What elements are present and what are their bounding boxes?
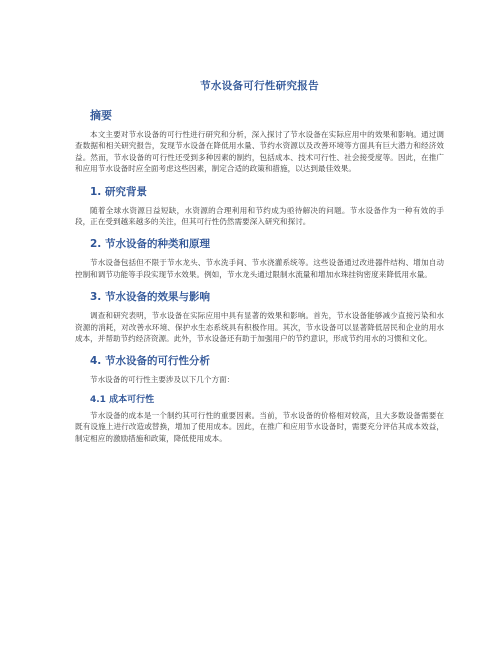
section-heading-effects: 3. 节水设备的效果与影响 [90,291,210,304]
section-heading-types: 2. 节水设备的种类和原理 [90,238,210,251]
abstract-heading: 摘要 [90,109,112,122]
section-heading-feasibility: 4. 节水设备的可行性分析 [90,355,210,368]
document-title: 节水设备可行性研究报告 [200,80,319,92]
section-text-background: 随着全球水资源日益短缺，水资源的合理利用和节约成为亟待解决的问题。节水设备作为一种有效的手段，正在受到越来越多的关注，但其可行性仍然需要深入研究和探讨。 [75,205,444,227]
abstract-text: 本文主要对节水设备的可行性进行研究和分析，深入探讨了节水设备在实际应用中的效果和影响。通过调查数据和相关研究报告，发现节水设备在降低用水量、节约水资源以及改善环境等方面具有巨大潜力和经济效益。然而，节水设备的可行性还受到多种因素的制约，包括成本、技术可行性、社会接受度等。因此，在推广和应用节水设备时应全面考虑这些因素，制定合适的政策和措施，以达到最佳效果。 [75,130,444,174]
section-text-effects: 调查和研究表明，节水设备在实际应用中具有显著的效果和影响。首先，节水设备能够减少直接污染和水资源的消耗，对改善水环境、保护水生态系统具有积极作用。其次，节水设备可以显著降低居民和企业的用水成本，并帮助节约经济资源。此外，节水设备还有助于加强用户的节约意识，形成节约用水的习惯和文化。 [75,311,444,344]
subsection-text-cost: 节水设备的成本是一个制约其可行性的重要因素。当前，节水设备的价格相对较高，且大多数设备需要在既有设施上进行改造或替换，增加了使用成本。因此，在推广和应用节水设备时，需要充分评估其成本效益，制定相应的激励措施和政策，降低使用成本。 [75,410,444,443]
section-text-types: 节水设备包括但不限于节水龙头、节水洗手间、节水浇灌系统等。这些设备通过改进器件结构、增加自动控制和调节功能等手段实现节水效果。例如，节水龙头通过限制水流量和增加水珠挂钩密度来降低用水量。 [75,258,444,279]
subsection-heading-cost: 4.1 成本可行性 [90,394,155,405]
section-heading-background: 1. 研究背景 [90,185,147,198]
section-text-feasibility: 节水设备的可行性主要涉及以下几个方面： [90,375,235,385]
